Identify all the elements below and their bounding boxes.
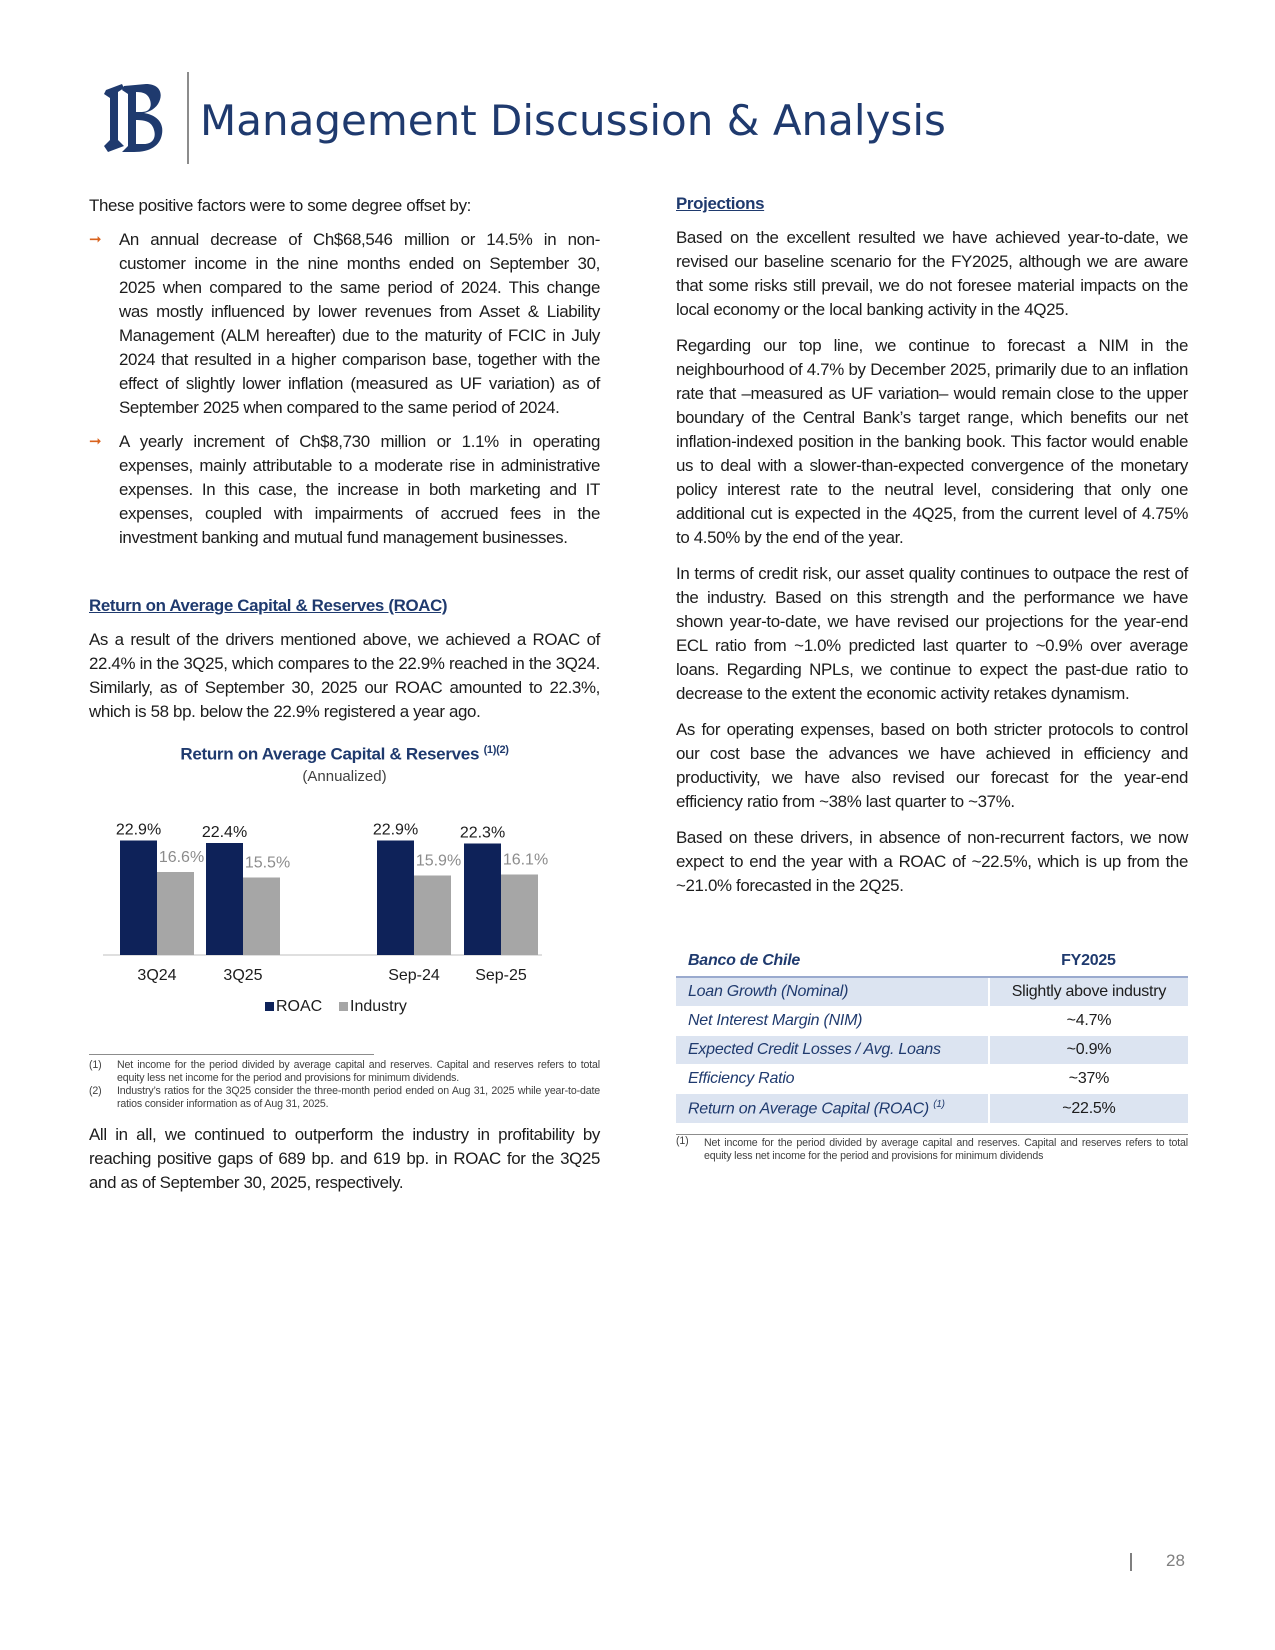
chart-data-label: 16.6% xyxy=(158,849,205,866)
list-item-text: An annual decrease of Ch$68,546 million or 14.5% in non-customer income in the nine months ended on September 30, 2025 when compared to the same period of 2024. This change was mostly influenced by lower revenues from Asset & Liability Management (ALM hereafter) due to the maturity of FCIC in July 2024 that resulted in a higher comparison base, together with the effect of slightly lower inflation (measured as UF variation) as of September 2025 when compared to the same period of 2024. xyxy=(119,230,600,417)
left-column xyxy=(89,194,600,1195)
chart-title-text: Return on Average Capital & Reserves xyxy=(180,744,480,764)
chart-title-sup: (1)(2) xyxy=(483,744,509,756)
table-row xyxy=(676,1065,1188,1094)
table-row-value: ~0.9% xyxy=(989,1036,1188,1065)
table-header-bank: Banco de Chile xyxy=(676,946,989,977)
chart-bar-industry xyxy=(157,872,194,955)
footnote-number: (1) xyxy=(89,1059,102,1071)
projections-paragraph: Based on these drivers, in absence of non-recurrent factors, we now expect to end the year with a ROAC of ~22.5%, which is up from the ~21.0% forecasted in the 2Q25. xyxy=(676,828,1188,895)
chart-bar-roac xyxy=(120,841,157,956)
chart-plot xyxy=(89,744,600,1044)
projections-paragraph: As for operating expenses, based on both stricter protocols to control our cost base the advances we have achieved in efficiency and productivity, we have also revised our forecast for the year-end efficiency ratio from ~38% last quarter to ~37%. xyxy=(676,720,1188,811)
table-row-value: ~37% xyxy=(989,1065,1188,1094)
chart-data-label: 22.9% xyxy=(372,821,419,839)
intro-text: These positive factors were to some degree offset by: xyxy=(89,196,472,215)
closing-paragraph: All in all, we continued to outperform the industry in profitability by reaching positive gaps of 689 bp. and 619 bp. in ROAC for the 3Q25 and as of September 30, 2025, respectively. xyxy=(89,1125,600,1192)
table-row-label: Loan Growth (Nominal) xyxy=(676,977,989,1007)
table-row-label: Efficiency Ratio xyxy=(676,1065,989,1094)
footnote xyxy=(89,1085,600,1111)
footnote-text: Industry’s ratios for the 3Q25 consider the three-month period ended on Aug 31, 2025 while year-to-date ratios consider information as of Aug 31, 2025. xyxy=(117,1085,600,1110)
table-row-label: Expected Credit Losses / Avg. Loans xyxy=(676,1036,989,1065)
chart-bar-industry xyxy=(414,876,451,956)
arrow-right-icon: ➞ xyxy=(89,231,102,248)
banco-de-chile-logo xyxy=(100,80,170,156)
footnote-text: Net income for the period divided by average capital and reserves. Capital and reserves refers to total equity less net income for the period and provisions for minimum dividends. xyxy=(117,1059,600,1084)
table-footnote xyxy=(676,1134,1188,1163)
legend-label: ROAC xyxy=(276,998,323,1015)
page-number-divider xyxy=(1130,1553,1132,1571)
title-divider xyxy=(187,72,189,164)
projections-table xyxy=(676,946,1188,1124)
table-row-label: Net Interest Margin (NIM) xyxy=(676,1007,989,1036)
page-number: 28 xyxy=(1166,1551,1185,1570)
chart-bar-roac xyxy=(464,844,501,956)
page-title: Management Discussion & Analysis xyxy=(200,96,946,145)
chart-tick-label: 3Q24 xyxy=(137,967,177,984)
table-row xyxy=(676,977,1188,1007)
roac-paragraph: As a result of the drivers mentioned above, we achieved a ROAC of 22.4% in the 3Q25, which compares to the 22.9% reached in the 3Q24. Similarly, as of September 30, 2025 our ROAC amounted to 22.3%, which is 58 bp. below the 22.9% registered a year ago. xyxy=(89,630,600,721)
legend-swatch xyxy=(339,1002,348,1011)
table-row xyxy=(676,1007,1188,1036)
roac-chart xyxy=(89,744,600,1044)
legend-swatch xyxy=(265,1002,274,1011)
table-row-value: ~22.5% xyxy=(989,1094,1188,1124)
chart-data-label: 16.1% xyxy=(502,851,549,869)
table-row xyxy=(676,1036,1188,1065)
chart-bar-industry xyxy=(243,878,280,956)
footnote-number: (1) xyxy=(676,1135,689,1148)
projections-paragraph: Regarding our top line, we continue to forecast a NIM in the neighbourhood of 4.7% by December 2025, primarily due to an inflation rate that –measured as UF variation– would remain close to the upper boundary of the Central Bank’s target range, which benefits our net inflation-indexed position in the banking book. This factor would enable us to deal with a slower-than-expected convergence of the monetary policy interest rate to the neutral level, considering that only one additional cut is expected in the 4Q25, from the current level of 4.75% to 4.50% by the end of the year. xyxy=(676,336,1188,547)
chart-data-label: 22.3% xyxy=(459,824,506,842)
chart-tick-label: Sep-24 xyxy=(388,967,440,984)
list-item xyxy=(89,430,600,550)
chart-footnotes xyxy=(89,1059,600,1111)
chart-data-label: 22.9% xyxy=(115,821,162,839)
chart-data-label: 15.5% xyxy=(244,854,291,872)
chart-data-label: 22.4% xyxy=(201,824,248,841)
list-item xyxy=(89,228,600,420)
footnote-number: (2) xyxy=(89,1085,102,1097)
chart-bar-roac xyxy=(377,841,414,956)
table-row-label xyxy=(676,1094,989,1124)
projections-paragraph: In terms of credit risk, our asset quality continues to outpace the rest of the industry. Based on this strength and the performance we have shown year-to-date, we have revised our projections for the year-end ECL ratio from ~1.0% predicted last quarter to ~0.9% over average loans. Regarding NPLs, we continue to expect the past-due ratio to decrease to the extent the economic activity retakes dynamism. xyxy=(676,564,1188,703)
chart-bar-industry xyxy=(501,875,538,956)
chart-data-label: 15.9% xyxy=(415,852,462,870)
projections-paragraph: Based on the excellent resulted we have achieved year-to-date, we revised our baseline scenario for the FY2025, although we are aware that some risks still prevail, we do not foresee material impacts on the local economy or the local banking activity in the 4Q25. xyxy=(676,228,1188,319)
projections-heading: Projections xyxy=(676,194,765,213)
table-row xyxy=(676,1094,1188,1124)
legend-label: Industry xyxy=(350,998,407,1015)
offset-factors-list xyxy=(89,228,600,550)
footnote xyxy=(89,1059,600,1085)
chart-tick-label: Sep-25 xyxy=(475,967,527,984)
table-header-row xyxy=(676,946,1188,977)
table-header-fy: FY2025 xyxy=(989,946,1188,977)
table-row-value: ~4.7% xyxy=(989,1007,1188,1036)
arrow-right-icon: ➞ xyxy=(89,433,102,450)
chart-bar-roac xyxy=(206,843,243,955)
table-row-value: Slightly above industry xyxy=(989,977,1188,1007)
right-column xyxy=(676,194,1188,1163)
chart-tick-label: 3Q25 xyxy=(223,967,263,984)
table-row-sup: (1) xyxy=(933,1099,945,1110)
footnote-divider xyxy=(89,1054,374,1055)
footnote-text: Net income for the period divided by average capital and reserves. Capital and reserves refers to total equity less net income for the period and provisions for minimum dividends xyxy=(704,1137,1188,1163)
table-row-label-text: Return on Average Capital (ROAC) xyxy=(688,1100,929,1118)
roac-heading: Return on Average Capital & Reserves (ROAC) xyxy=(89,596,448,615)
chart-subtitle: (Annualized) xyxy=(302,768,387,785)
list-item-text: A yearly increment of Ch$8,730 million or 1.1% in operating expenses, mainly attributable to a moderate rise in administrative expenses. In this case, the increase in both marketing and IT expenses, coupled with impairments of accrued fees in the investment banking and mutual fund management businesses. xyxy=(119,432,600,547)
